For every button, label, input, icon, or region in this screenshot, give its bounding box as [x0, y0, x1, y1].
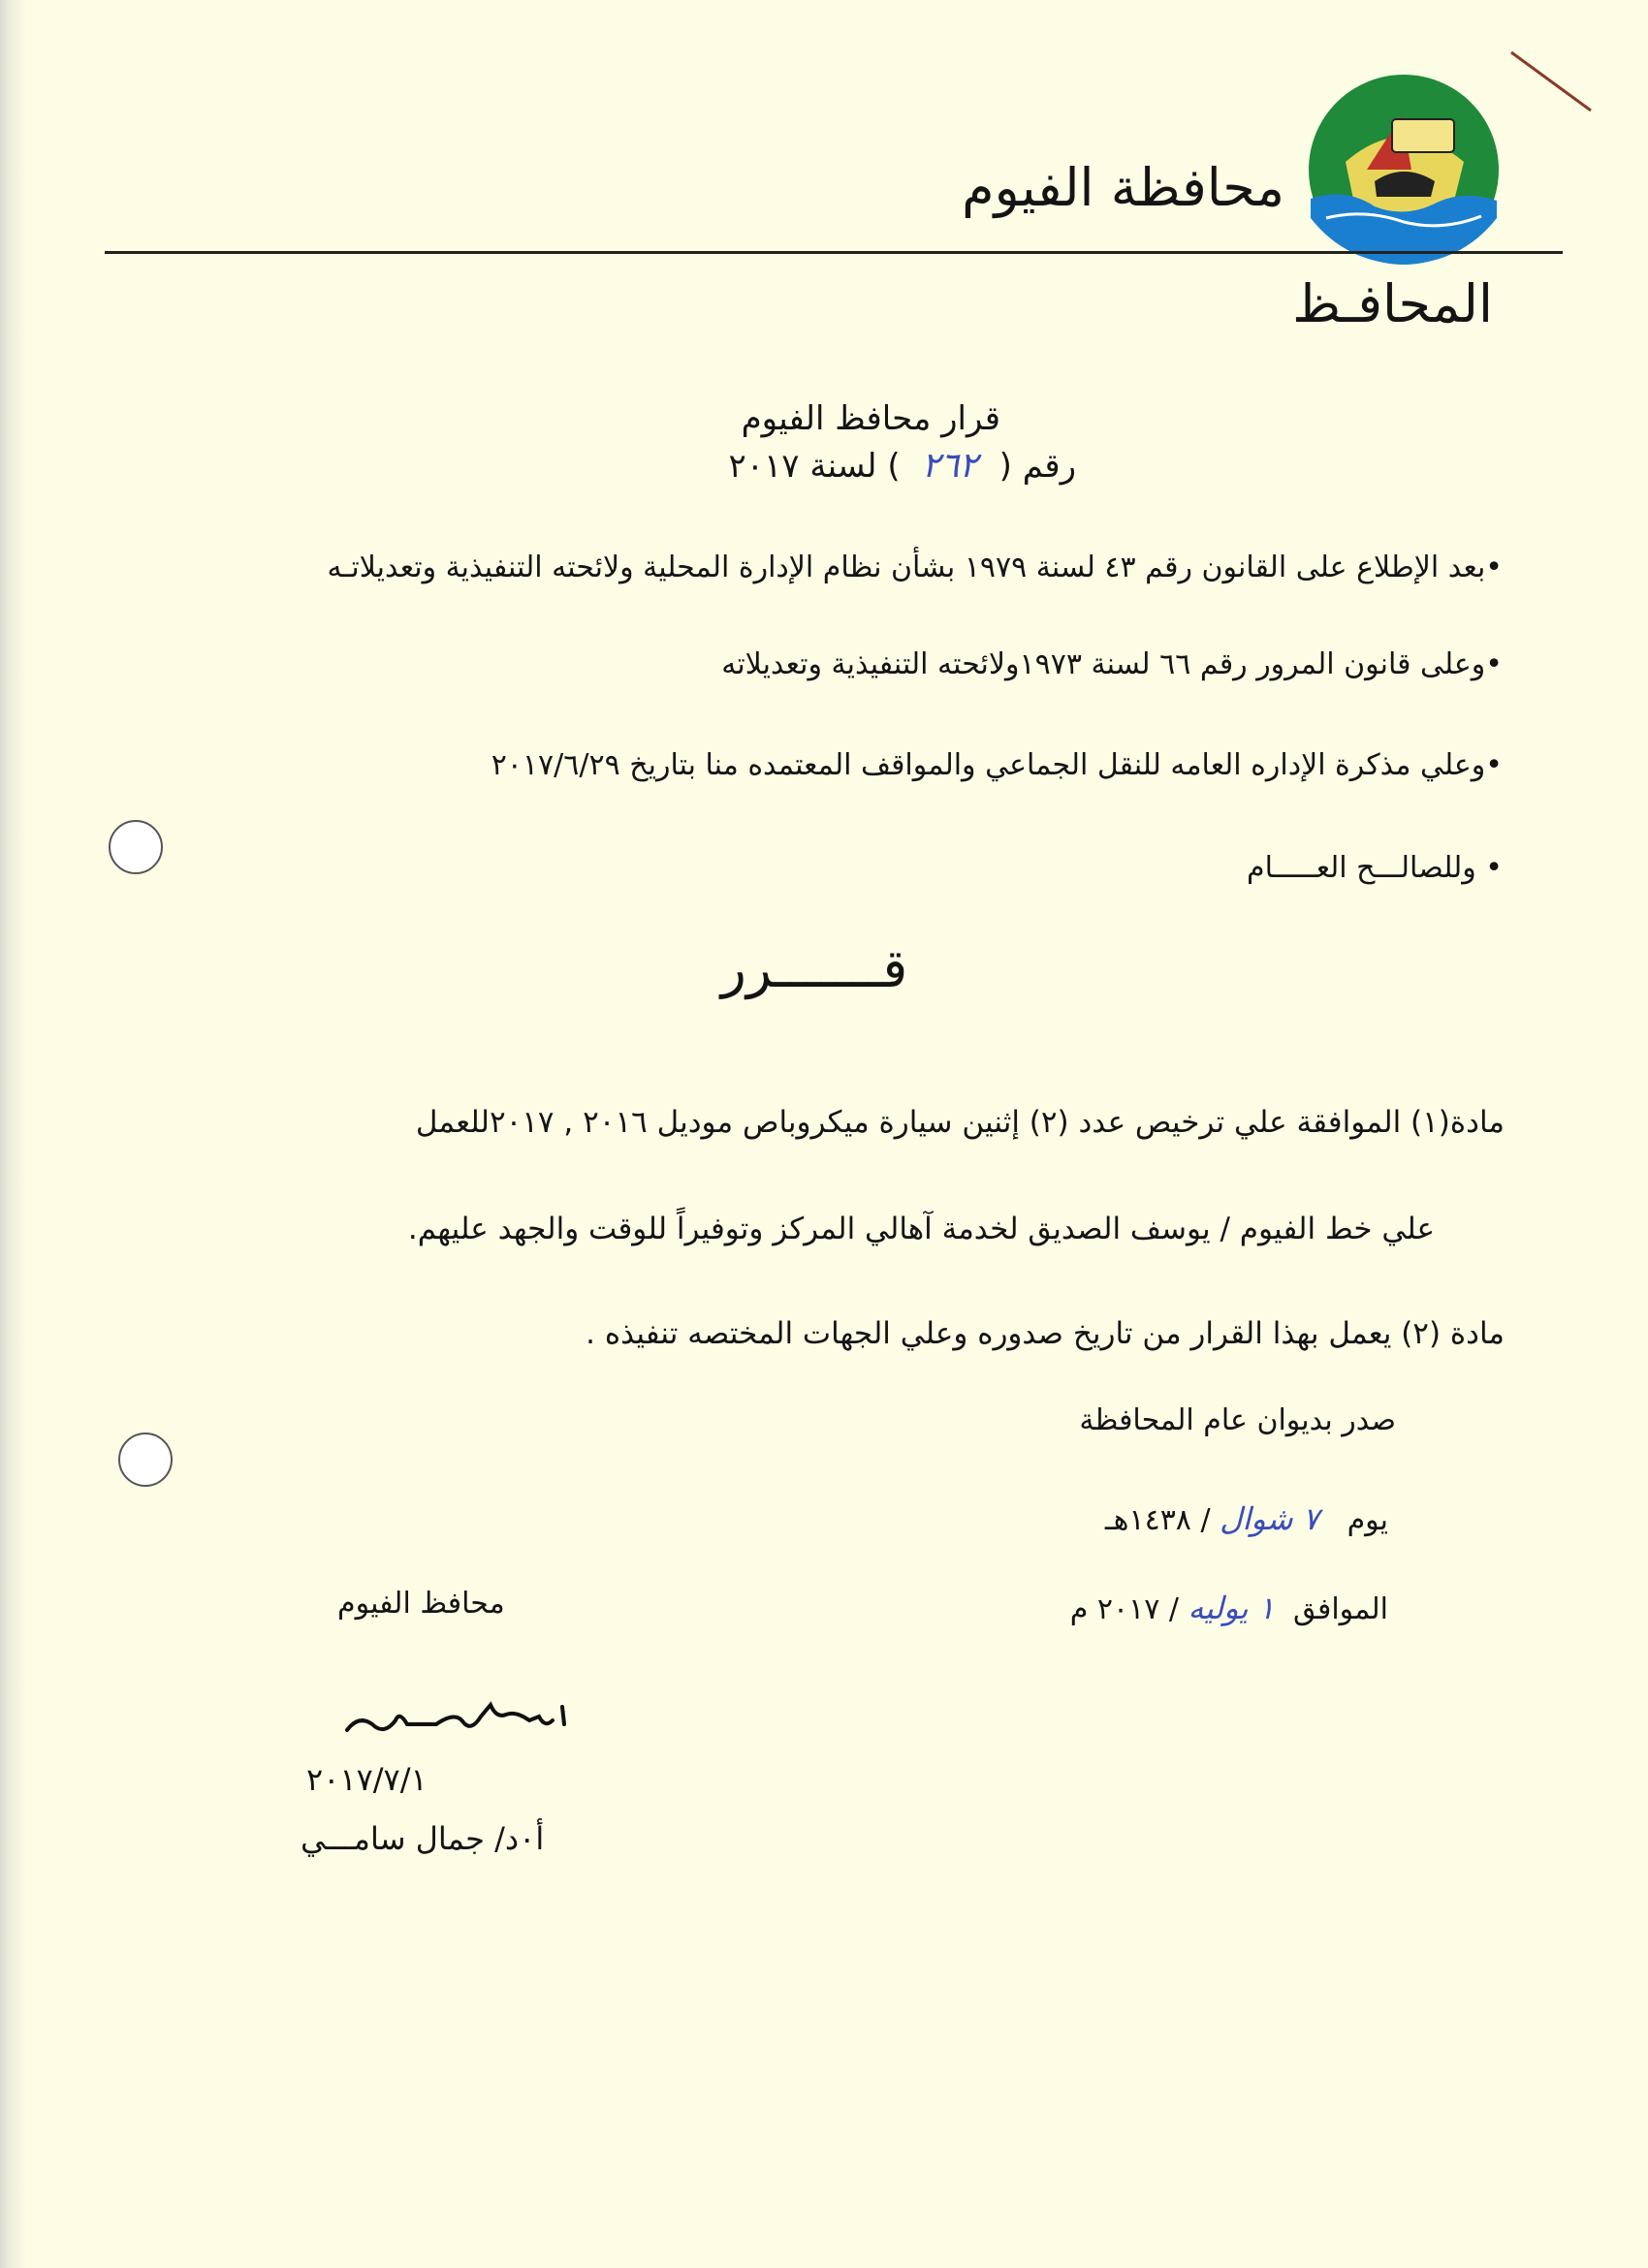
signer-name: أ٠د/ جمال سامـــي: [301, 1820, 545, 1857]
decision-heading: قرار محافظ الفيوم: [741, 399, 1000, 438]
preamble-item: • وللصالـــح العـــــام: [1247, 851, 1503, 885]
hijri-label: يوم: [1347, 1503, 1388, 1537]
governor-title: محافظ الفيوم: [337, 1587, 505, 1621]
article-1-line-2: علي خط الفيوم / يوسف الصديق لخدمة آهالي المركز وتوفيراً للوقت والجهد عليهم.: [407, 1212, 1435, 1246]
preamble-item: •وعلي مذكرة الإداره العامه للنقل الجماعي والمواقف المعتمده منا بتاريخ ٢٠١٧/٦/٢٩: [491, 748, 1503, 782]
punch-hole-top: [109, 820, 163, 874]
decision-verb: قـــــــرر: [720, 938, 908, 999]
decision-number-suffix: ) لسنة ٢٠١٧: [728, 447, 901, 486]
preamble-item: •وعلى قانون المرور رقم ٦٦ لسنة ١٩٧٣ولائحته التنفيذية وتعديلاته: [721, 647, 1503, 681]
article-2: مادة (٢) يعمل بهذا القرار من تاريخ صدوره وعلي الجهات المختصه تنفيذه .: [586, 1316, 1505, 1351]
hijri-year: / ١٤٣٨هـ: [1104, 1503, 1211, 1537]
hijri-date: [1105, 1500, 1388, 1537]
hijri-handwritten: ٧ شوال: [1220, 1500, 1319, 1537]
issued-at: صدر بديوان عام المحافظة: [1079, 1403, 1396, 1437]
signature-date: ٢٠١٧/٧/١: [306, 1761, 428, 1798]
corner-pen-mark: [1507, 48, 1595, 116]
decision-number-handwritten: ٢٦٢: [921, 446, 978, 486]
governorate-emblem: [1307, 73, 1501, 267]
gregorian-year: / ٢٠١٧ م: [1069, 1592, 1179, 1626]
page-edge: [0, 0, 27, 2268]
header-rule: [105, 251, 1563, 254]
decision-number-prefix: رقم (: [998, 447, 1076, 486]
gregorian-label: الموافق: [1292, 1592, 1388, 1626]
article-1-line-1: مادة(١) الموافقة علي ترخيص عدد (٢) إثنين سيارة ميكروباص موديل ٢٠١٦ , ٢٠١٧للعمل: [415, 1105, 1505, 1140]
decision-number: [729, 446, 1077, 486]
punch-hole-bottom: [118, 1433, 173, 1487]
office-title: المحافـظ: [1292, 273, 1493, 334]
preamble-item: •بعد الإطلاع على القانون رقم ٤٣ لسنة ١٩٧٩ بشأن نظام الإدارة المحلية ولائحته التنفيذية وتعديلاتـه: [327, 551, 1503, 584]
governorate-title: محافظة الفيوم: [962, 157, 1284, 218]
gregorian-date: [1070, 1590, 1388, 1626]
gregorian-handwritten: ١ يوليه: [1188, 1590, 1275, 1626]
handwritten-signature: [291, 1682, 582, 1808]
